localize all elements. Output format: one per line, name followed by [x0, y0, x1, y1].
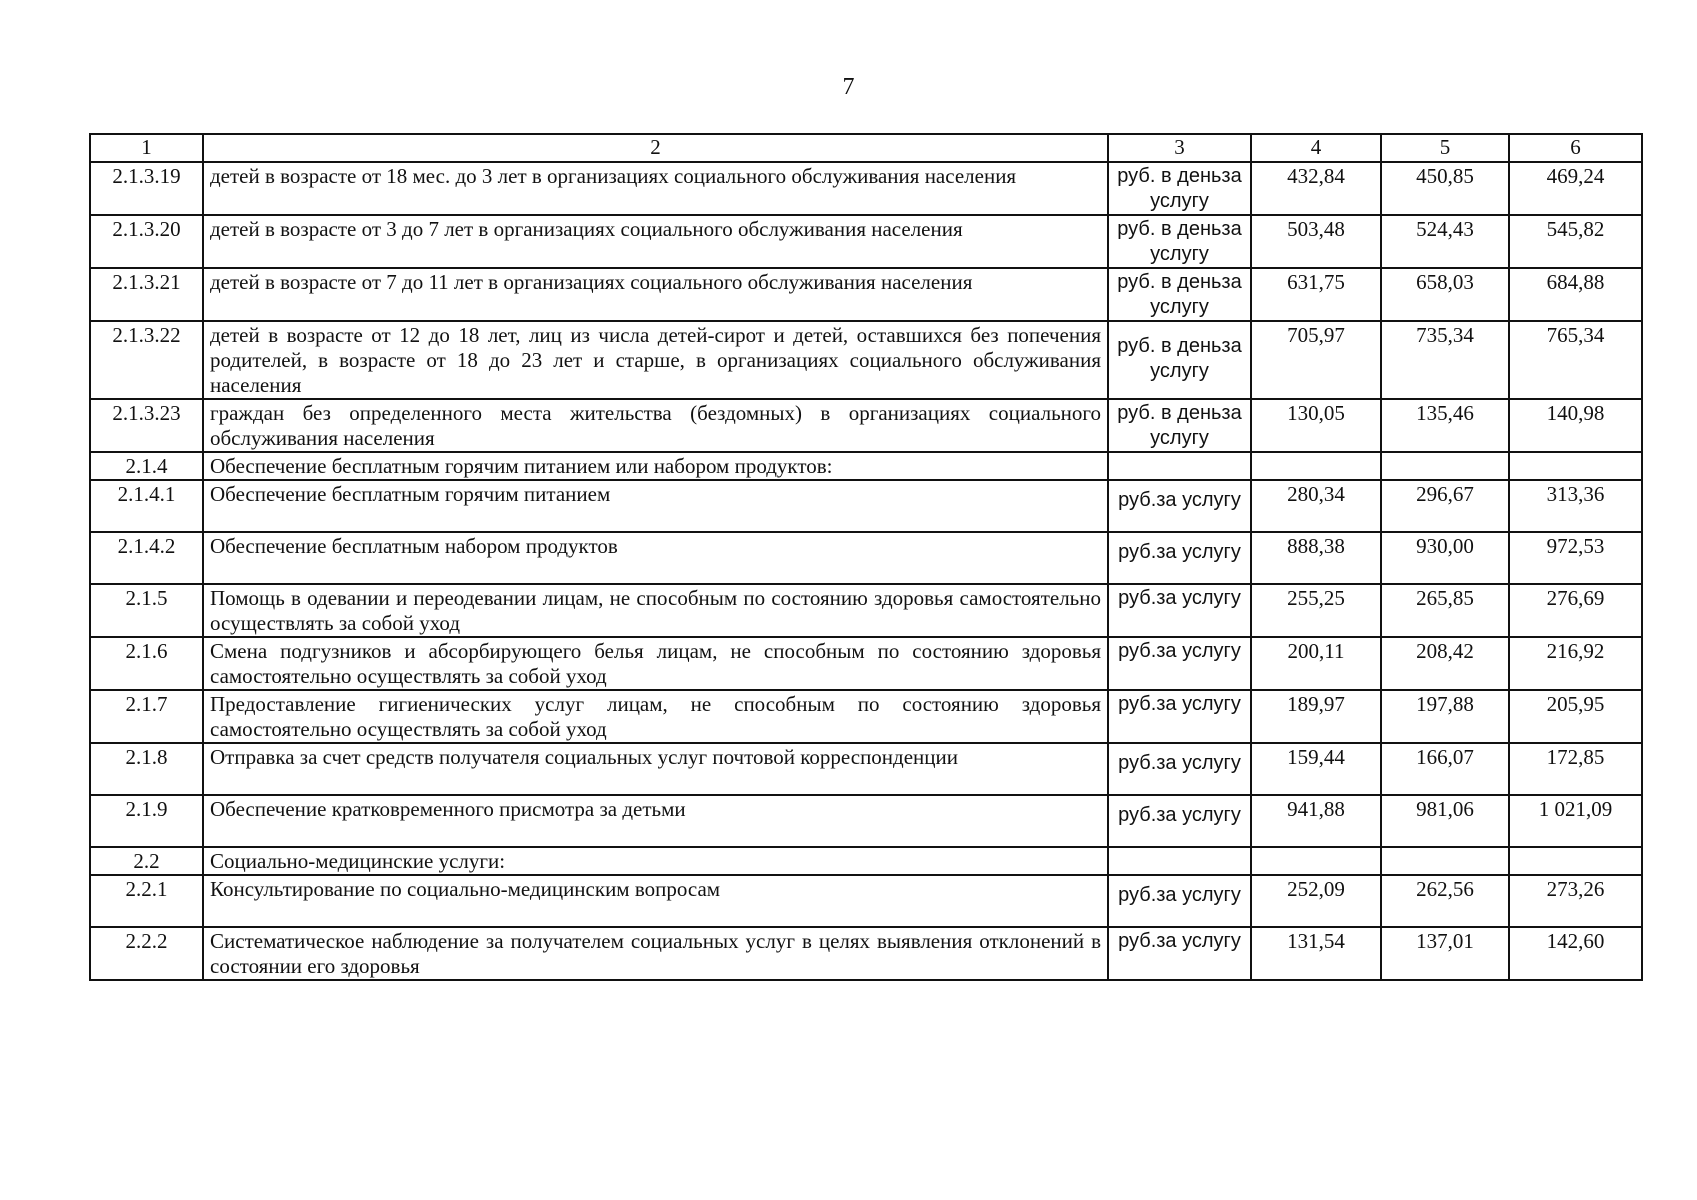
row-description: Помощь в одевании и переодевании лицам, не способным по состоянию здоровья самостоятельно осуществлять за собой уход [203, 584, 1108, 637]
unit-line-1: руб. в день [1117, 271, 1222, 293]
table-row [90, 480, 1642, 532]
row-description: Обеспечение кратковременного присмотра за детьми [203, 795, 1108, 847]
row-value-col6: 765,34 [1509, 321, 1642, 399]
table-row [90, 637, 1642, 690]
row-value-col5: 137,01 [1381, 927, 1509, 980]
unit-line-1: руб. в день [1117, 402, 1222, 424]
row-unit [1108, 399, 1251, 452]
row-value-col6: 972,53 [1509, 532, 1642, 584]
table-row [90, 399, 1642, 452]
row-description: Отправка за счет средств получателя социальных услуг почтовой корреспонденции [203, 743, 1108, 795]
row-description: Обеспечение бесплатным горячим питанием [203, 480, 1108, 532]
row-code: 2.1.3.21 [90, 268, 203, 321]
table-header-row [90, 134, 1642, 162]
table-row [90, 321, 1642, 399]
column-header-4: 4 [1251, 134, 1381, 162]
row-description: Консультирование по социально-медицинским вопросам [203, 875, 1108, 927]
row-code: 2.1.4.1 [90, 480, 203, 532]
row-code: 2.2.1 [90, 875, 203, 927]
row-value-col5: 735,34 [1381, 321, 1509, 399]
unit-line-1: руб. [1118, 752, 1157, 774]
row-value-col4 [1251, 847, 1381, 875]
tariff-table [89, 133, 1643, 981]
unit-line-2: за услугу [1150, 402, 1242, 449]
row-value-col4: 432,84 [1251, 162, 1381, 215]
row-value-col4: 503,48 [1251, 215, 1381, 268]
row-code: 2.1.3.23 [90, 399, 203, 452]
row-unit [1108, 268, 1251, 321]
row-value-col4: 941,88 [1251, 795, 1381, 847]
unit-line-2: за услугу [1156, 489, 1241, 511]
row-description: детей в возрасте от 12 до 18 лет, лиц из числа детей-сирот и детей, оставшихся без попечения родителей, в возрасте от 18 до 23 лет и старше, в организациях социального обслуживания населения [203, 321, 1108, 399]
unit-line-2: за услугу [1156, 884, 1241, 906]
table-row [90, 215, 1642, 268]
row-description: граждан без определенного места жительства (бездомных) в организациях социального обслуживания населения [203, 399, 1108, 452]
row-code: 2.1.8 [90, 743, 203, 795]
row-description: Обеспечение бесплатным набором продуктов [203, 532, 1108, 584]
row-description: Предоставление гигиенических услуг лицам, не способным по состоянию здоровья самостоятельно осуществлять за собой уход [203, 690, 1108, 743]
row-value-col6: 684,88 [1509, 268, 1642, 321]
row-value-col5: 197,88 [1381, 690, 1509, 743]
row-code: 2.1.6 [90, 637, 203, 690]
row-value-col5: 981,06 [1381, 795, 1509, 847]
unit-line-1: руб. [1118, 587, 1157, 609]
row-value-col6: 276,69 [1509, 584, 1642, 637]
table-row [90, 452, 1642, 480]
row-unit [1108, 637, 1251, 690]
row-value-col4: 252,09 [1251, 875, 1381, 927]
row-value-col4: 159,44 [1251, 743, 1381, 795]
unit-line-1: руб. [1118, 884, 1157, 906]
unit-line-2: за услугу [1150, 271, 1242, 318]
row-value-col6: 205,95 [1509, 690, 1642, 743]
row-value-col5: 930,00 [1381, 532, 1509, 584]
row-value-col4: 189,97 [1251, 690, 1381, 743]
row-code: 2.1.3.19 [90, 162, 203, 215]
row-value-col4: 131,54 [1251, 927, 1381, 980]
unit-line-2: за услугу [1156, 804, 1241, 826]
row-value-col4: 200,11 [1251, 637, 1381, 690]
row-value-col4: 255,25 [1251, 584, 1381, 637]
row-description: Обеспечение бесплатным горячим питанием или набором продуктов: [203, 452, 1108, 480]
page-number: 7 [842, 74, 855, 100]
row-unit [1108, 690, 1251, 743]
column-header-6: 6 [1509, 134, 1642, 162]
row-value-col4: 705,97 [1251, 321, 1381, 399]
row-code: 2.1.7 [90, 690, 203, 743]
row-value-col5: 135,46 [1381, 399, 1509, 452]
table-row [90, 875, 1642, 927]
row-description: Смена подгузников и абсорбирующего белья лицам, не способным по состоянию здоровья самостоятельно осуществлять за собой уход [203, 637, 1108, 690]
row-value-col6 [1509, 847, 1642, 875]
row-value-col5: 166,07 [1381, 743, 1509, 795]
column-header-2: 2 [203, 134, 1108, 162]
row-value-col5: 296,67 [1381, 480, 1509, 532]
unit-line-2: за услугу [1150, 218, 1242, 265]
row-value-col4: 631,75 [1251, 268, 1381, 321]
row-unit [1108, 532, 1251, 584]
row-value-col5: 208,42 [1381, 637, 1509, 690]
unit-line-2: за услугу [1156, 752, 1241, 774]
row-value-col5: 450,85 [1381, 162, 1509, 215]
table-row [90, 268, 1642, 321]
row-value-col5 [1381, 452, 1509, 480]
row-value-col4 [1251, 452, 1381, 480]
row-value-col5 [1381, 847, 1509, 875]
unit-line-1: руб. в день [1117, 165, 1222, 187]
row-description: Социально-медицинские услуги: [203, 847, 1108, 875]
unit-line-2: за услугу [1156, 587, 1241, 609]
unit-line-1: руб. [1118, 541, 1157, 563]
row-description: детей в возрасте от 18 мес. до 3 лет в организациях социального обслуживания населения [203, 162, 1108, 215]
column-header-3: 3 [1108, 134, 1251, 162]
row-code: 2.1.3.20 [90, 215, 203, 268]
table-row [90, 690, 1642, 743]
unit-line-2: за услугу [1150, 335, 1242, 382]
unit-line-1: руб. [1118, 640, 1157, 662]
row-value-col6: 545,82 [1509, 215, 1642, 268]
row-value-col4: 130,05 [1251, 399, 1381, 452]
table-row [90, 532, 1642, 584]
unit-line-1: руб. в день [1117, 218, 1222, 240]
column-header-1: 1 [90, 134, 203, 162]
row-value-col6: 142,60 [1509, 927, 1642, 980]
row-unit [1108, 927, 1251, 980]
unit-line-2: за услугу [1156, 541, 1241, 563]
unit-line-1: руб. [1118, 804, 1157, 826]
row-code: 2.1.3.22 [90, 321, 203, 399]
unit-line-1: руб. [1118, 930, 1157, 952]
row-code: 2.1.9 [90, 795, 203, 847]
unit-line-2: за услугу [1156, 640, 1241, 662]
table-row [90, 162, 1642, 215]
unit-line-2: за услугу [1156, 930, 1241, 952]
row-value-col6: 172,85 [1509, 743, 1642, 795]
unit-line-1: руб. [1118, 693, 1157, 715]
row-unit [1108, 215, 1251, 268]
table-row [90, 927, 1642, 980]
unit-line-2: за услугу [1150, 165, 1242, 212]
unit-line-2: за услугу [1156, 693, 1241, 715]
row-unit [1108, 847, 1251, 875]
row-value-col6: 469,24 [1509, 162, 1642, 215]
row-value-col5: 265,85 [1381, 584, 1509, 637]
row-unit [1108, 743, 1251, 795]
unit-line-1: руб. [1118, 489, 1157, 511]
row-unit [1108, 452, 1251, 480]
row-value-col4: 280,34 [1251, 480, 1381, 532]
row-value-col6: 313,36 [1509, 480, 1642, 532]
row-value-col6 [1509, 452, 1642, 480]
row-value-col5: 262,56 [1381, 875, 1509, 927]
row-value-col6: 273,26 [1509, 875, 1642, 927]
row-value-col5: 524,43 [1381, 215, 1509, 268]
table-row [90, 847, 1642, 875]
column-header-5: 5 [1381, 134, 1509, 162]
row-code: 2.1.4 [90, 452, 203, 480]
row-code: 2.1.5 [90, 584, 203, 637]
table-row [90, 584, 1642, 637]
row-unit [1108, 795, 1251, 847]
row-value-col5: 658,03 [1381, 268, 1509, 321]
row-unit [1108, 321, 1251, 399]
row-code: 2.2 [90, 847, 203, 875]
unit-line-1: руб. в день [1117, 335, 1222, 357]
row-description: детей в возрасте от 3 до 7 лет в организациях социального обслуживания населения [203, 215, 1108, 268]
table-row [90, 743, 1642, 795]
row-value-col4: 888,38 [1251, 532, 1381, 584]
row-unit [1108, 584, 1251, 637]
row-unit [1108, 162, 1251, 215]
table-row [90, 795, 1642, 847]
row-value-col6: 216,92 [1509, 637, 1642, 690]
row-description: Систематическое наблюдение за получателем социальных услуг в целях выявления отклонений в состоянии его здоровья [203, 927, 1108, 980]
row-value-col6: 140,98 [1509, 399, 1642, 452]
row-value-col6: 1 021,09 [1509, 795, 1642, 847]
row-code: 2.1.4.2 [90, 532, 203, 584]
row-description: детей в возрасте от 7 до 11 лет в организациях социального обслуживания населения [203, 268, 1108, 321]
row-unit [1108, 875, 1251, 927]
row-unit [1108, 480, 1251, 532]
row-code: 2.2.2 [90, 927, 203, 980]
